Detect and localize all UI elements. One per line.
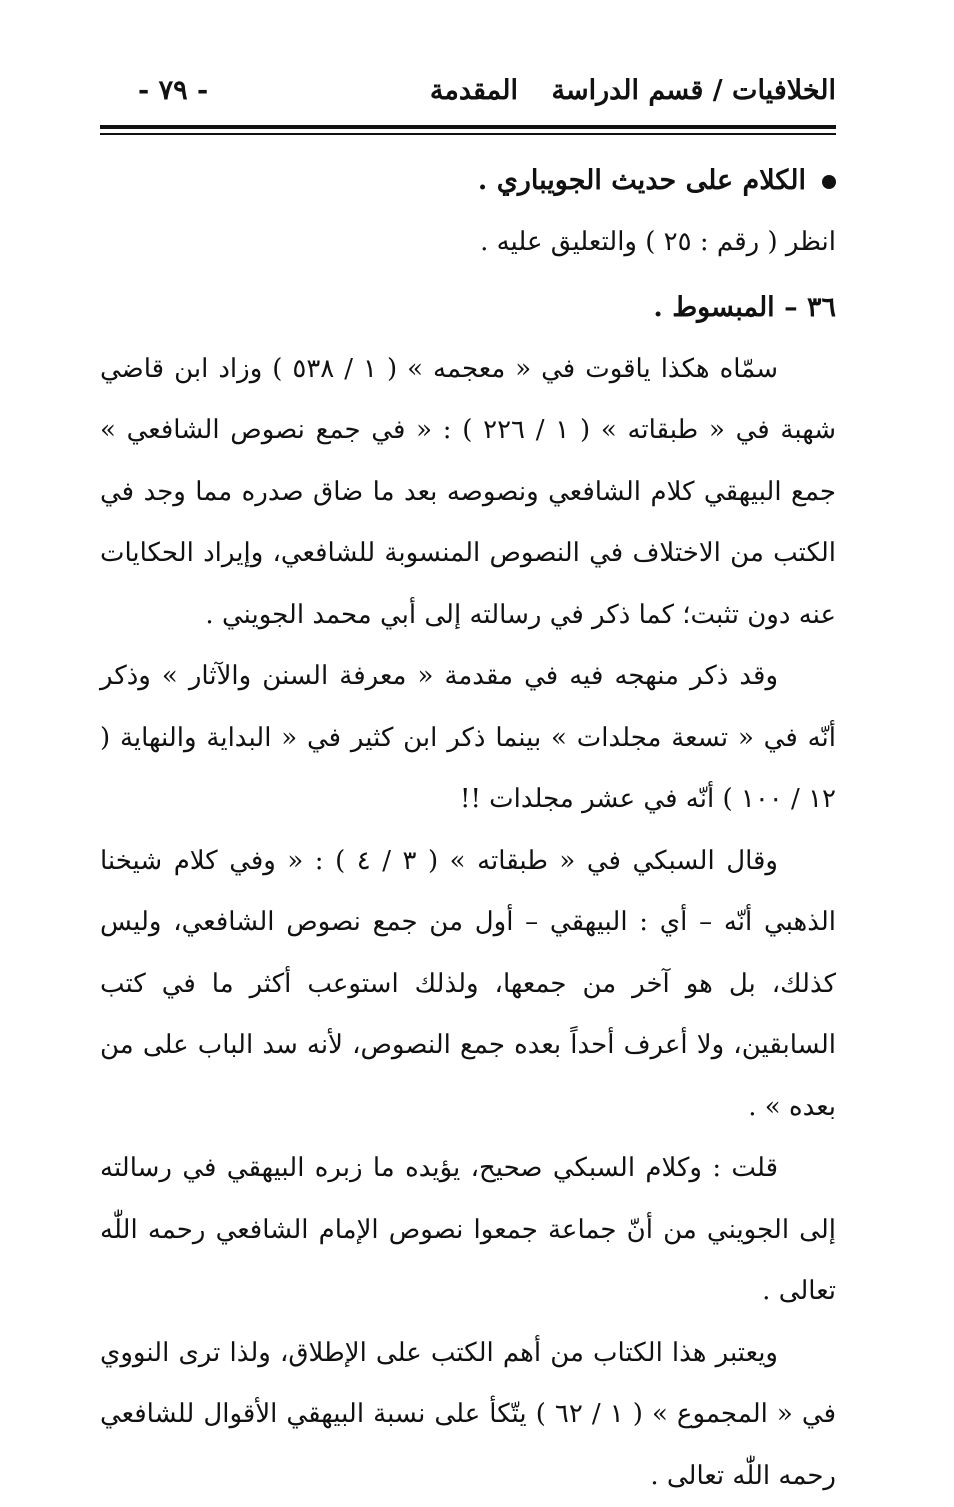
bullet-heading-text: الكلام على حديث الجويباري . bbox=[478, 165, 806, 196]
page-number: - ٧٩ - bbox=[138, 66, 208, 116]
book-title: الخلافيات / قسم الدراسة bbox=[551, 66, 836, 116]
paragraph-2: وقد ذكر منهجه فيه في مقدمة « معرفة السنن والآثار » وذكر أنّه في « تسعة مجلدات » بينما ذكر ابن كثير في « البداية والنهاية ( ١٢ / ١٠٠ ) أنّه في عشر مجلدات !! bbox=[100, 646, 836, 831]
bullet-heading bbox=[100, 150, 836, 212]
header-rule-thin bbox=[100, 133, 836, 135]
paragraph-3: وقال السبكي في « طبقاته » ( ٣ / ٤ ) : « وفي كلام شيخنا الذهبي أنّه – أي : البيهقي – أول من جمع نصوص الشافعي، وليس كذلك، بل هو آخر من جمعها، ولذلك استوعب أكثر ما في كتب السابقين، ولا أعرف أحداً بعده جمع النصوص، لأنه سد الباب على من بعده » . bbox=[100, 831, 836, 1139]
page-body bbox=[100, 150, 836, 1507]
paragraph-1: سمّاه هكذا ياقوت في « معجمه » ( ١ / ٥٣٨ ) وزاد ابن قاضي شهبة في « طبقاته » ( ١ / ٢٢٦ ) : « في جمع نصوص الشافعي » جمع البيهقي كلام الشافعي ونصوصه بعد ما ضاق صدره مما وجد في الكتب من الاختلاف في النصوص المنسوبة للشافعي، وإيراد الحكايات عنه دون تثبت؛ كما ذكر في رسالته إلى أبي محمد الجويني . bbox=[100, 339, 836, 647]
header-rule-thick bbox=[100, 125, 836, 129]
running-header bbox=[100, 66, 836, 116]
paragraph-4: قلت : وكلام السبكي صحيح، يؤيده ما زبره البيهقي في رسالته إلى الجويني من أنّ جماعة جمعوا نصوص الإمام الشافعي رحمه اللّٰه تعالى . bbox=[100, 1138, 836, 1323]
numbered-heading: ٣٦ – المبسوط . bbox=[100, 277, 836, 339]
section-title: المقدمة bbox=[430, 66, 518, 116]
bullet-icon bbox=[822, 175, 836, 189]
paragraph-5: ويعتبر هذا الكتاب من أهم الكتب على الإطلاق، ولذا ترى النووي في « المجموع » ( ١ / ٦٢ ) يتّكأ على نسبة البيهقي الأقوال للشافعي رحمه اللّٰه تعالى . bbox=[100, 1323, 836, 1507]
bullet-reference: انظر ( رقم : ٢٥ ) والتعليق عليه . bbox=[100, 212, 836, 274]
